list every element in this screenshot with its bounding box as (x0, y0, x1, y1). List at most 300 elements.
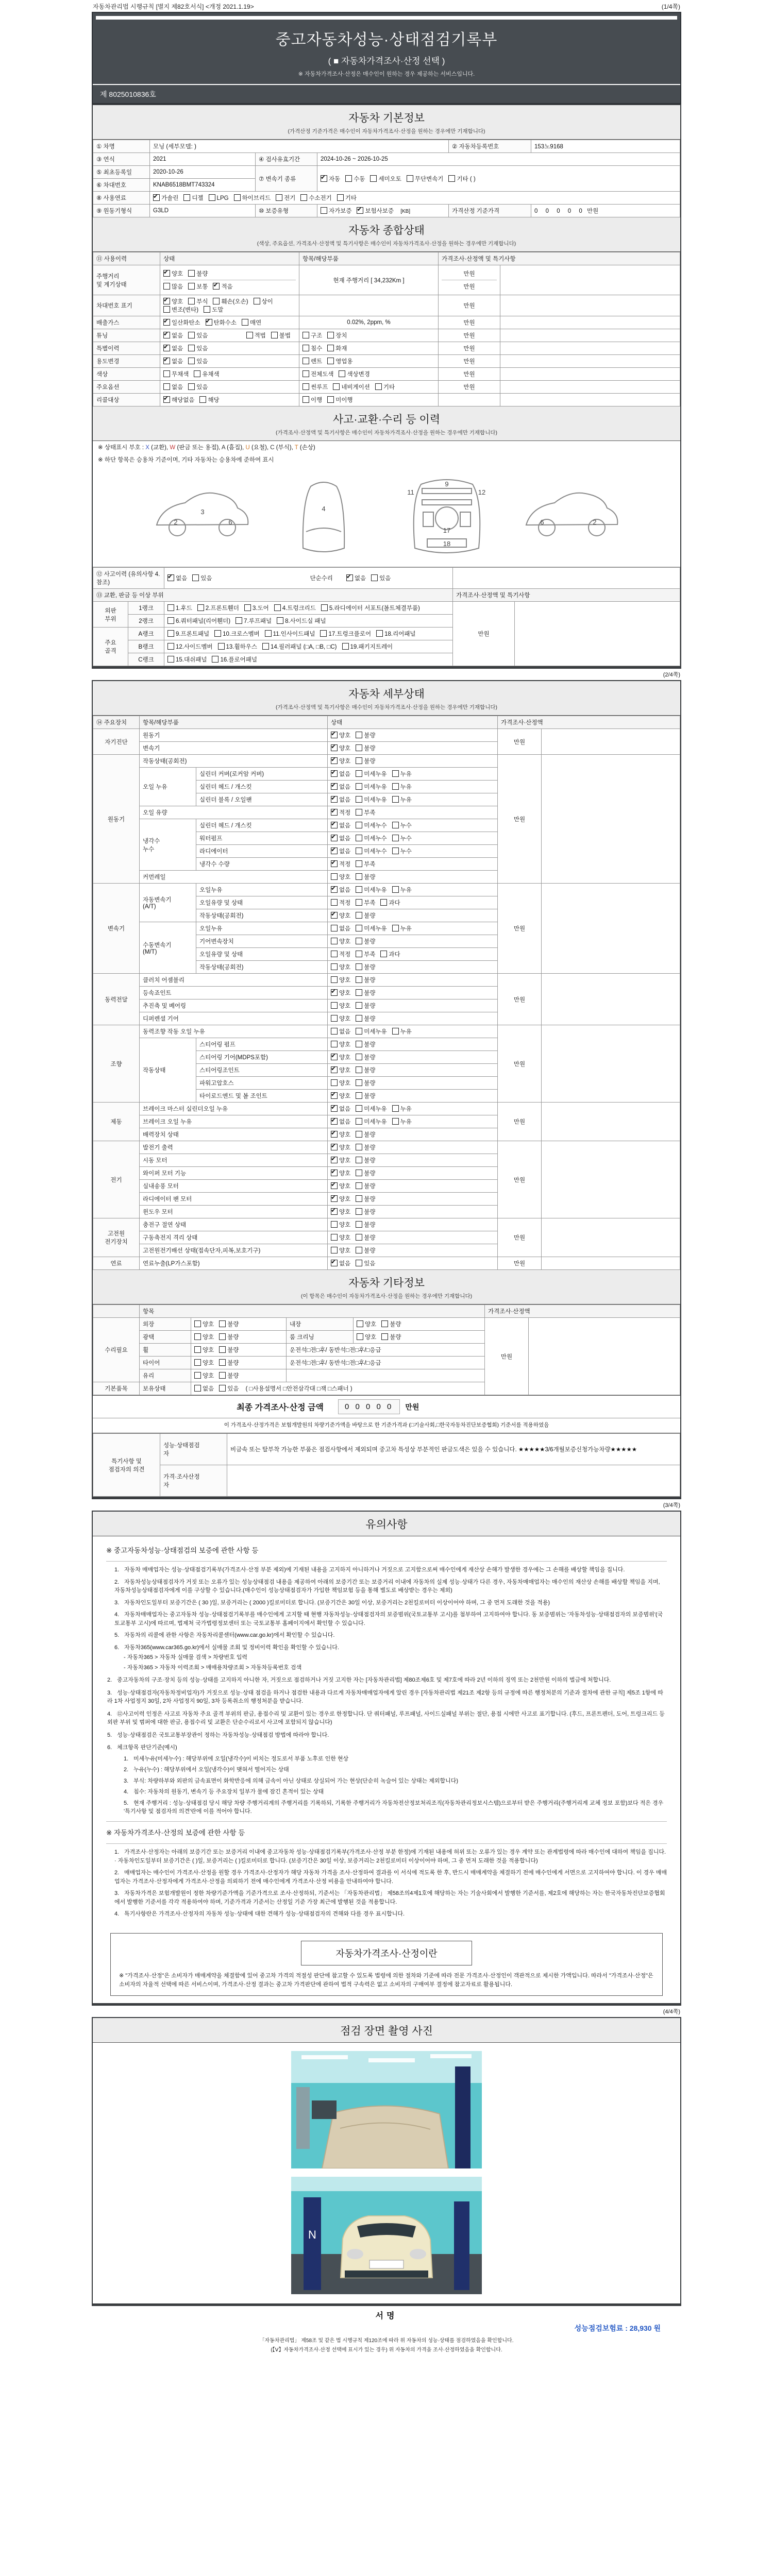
checkbox-option[interactable] (163, 282, 183, 291)
checkbox-option[interactable] (356, 976, 375, 984)
checkbox-option[interactable] (356, 1208, 375, 1216)
checkbox-option[interactable] (163, 297, 183, 306)
checkbox[interactable] (219, 1320, 226, 1327)
checkbox-option[interactable] (331, 1040, 350, 1048)
checkbox-option[interactable] (346, 574, 366, 582)
checkbox[interactable] (331, 1002, 338, 1009)
checkbox[interactable] (213, 298, 220, 304)
checkbox-option[interactable] (356, 1143, 375, 1151)
checkbox-option[interactable] (356, 1002, 375, 1010)
checkbox[interactable] (356, 1195, 362, 1202)
checkbox[interactable] (331, 1234, 338, 1241)
checkbox-option[interactable] (194, 1384, 214, 1393)
checkbox[interactable] (356, 770, 362, 777)
checkbox-option[interactable] (321, 207, 351, 215)
checkbox[interactable] (213, 283, 220, 290)
checkbox-option[interactable] (356, 1156, 375, 1164)
checkbox[interactable] (331, 899, 338, 906)
checkbox[interactable] (356, 860, 362, 867)
checkbox[interactable] (371, 574, 378, 581)
checkbox-option[interactable] (163, 383, 183, 391)
checkbox-option[interactable] (356, 1259, 375, 1267)
checkbox[interactable] (356, 1066, 362, 1073)
checkbox-option[interactable] (392, 847, 412, 855)
checkbox[interactable] (331, 1079, 338, 1086)
checkbox[interactable] (236, 617, 242, 624)
checkbox-option[interactable] (331, 821, 350, 829)
checkbox[interactable] (194, 1320, 201, 1327)
checkbox[interactable] (321, 175, 327, 182)
checkbox-option[interactable] (331, 963, 350, 971)
checkbox-option[interactable] (219, 1346, 239, 1354)
checkbox-option[interactable] (303, 344, 322, 352)
checkbox-option[interactable] (234, 194, 271, 202)
checkbox-option[interactable] (321, 604, 420, 612)
checkbox[interactable] (188, 358, 195, 364)
checkbox[interactable] (188, 332, 195, 338)
checkbox[interactable] (357, 207, 363, 214)
checkbox[interactable] (331, 835, 338, 841)
checkbox[interactable] (167, 656, 174, 663)
checkbox-option[interactable] (153, 194, 178, 202)
checkbox[interactable] (370, 175, 377, 182)
checkbox[interactable] (356, 1041, 362, 1047)
checkbox-option[interactable] (212, 655, 257, 664)
checkbox-option[interactable] (331, 847, 350, 855)
checkbox-option[interactable] (206, 318, 237, 327)
checkbox[interactable] (356, 963, 362, 970)
checkbox[interactable] (356, 976, 362, 983)
checkbox[interactable] (331, 1170, 338, 1176)
checkbox-option[interactable] (254, 297, 273, 306)
checkbox[interactable] (218, 643, 225, 650)
checkbox[interactable] (219, 1385, 226, 1392)
checkbox[interactable] (356, 1105, 362, 1112)
checkbox[interactable] (163, 358, 170, 364)
checkbox-option[interactable] (392, 924, 412, 933)
checkbox[interactable] (376, 630, 383, 637)
checkbox-option[interactable] (188, 297, 208, 306)
checkbox-option[interactable] (303, 383, 328, 391)
checkbox-option[interactable] (327, 396, 352, 404)
checkbox[interactable] (331, 744, 338, 751)
checkbox[interactable] (303, 345, 309, 351)
checkbox[interactable] (331, 1028, 338, 1035)
checkbox-option[interactable] (163, 396, 194, 404)
checkbox-option[interactable] (356, 873, 375, 881)
checkbox[interactable] (242, 319, 248, 326)
checkbox-option[interactable] (219, 1359, 239, 1367)
checkbox[interactable] (331, 1247, 338, 1253)
checkbox[interactable] (331, 1092, 338, 1099)
checkbox-option[interactable] (214, 630, 260, 638)
checkbox[interactable] (331, 1182, 338, 1189)
checkbox[interactable] (356, 989, 362, 996)
checkbox-option[interactable] (277, 617, 326, 625)
checkbox[interactable] (381, 1333, 388, 1340)
checkbox[interactable] (331, 757, 338, 764)
checkbox[interactable] (204, 306, 210, 313)
checkbox-option[interactable] (331, 1079, 350, 1087)
checkbox-option[interactable] (331, 911, 350, 920)
checkbox[interactable] (356, 1157, 362, 1163)
checkbox[interactable] (356, 757, 362, 764)
checkbox-option[interactable] (356, 847, 386, 855)
checkbox-option[interactable] (242, 318, 261, 327)
checkbox-option[interactable] (356, 808, 375, 817)
checkbox[interactable] (274, 604, 281, 611)
checkbox-option[interactable] (188, 331, 208, 340)
checkbox-option[interactable] (167, 574, 187, 582)
checkbox[interactable] (194, 1359, 201, 1366)
checkbox-option[interactable] (194, 1359, 214, 1367)
checkbox[interactable] (331, 963, 338, 970)
checkbox-option[interactable] (197, 604, 239, 612)
checkbox[interactable] (331, 848, 338, 854)
checkbox-option[interactable] (194, 1320, 214, 1328)
checkbox-option[interactable] (271, 331, 291, 340)
checkbox-option[interactable] (342, 642, 393, 651)
checkbox-option[interactable] (167, 630, 209, 638)
checkbox-option[interactable] (345, 175, 365, 183)
checkbox[interactable] (375, 383, 382, 390)
checkbox[interactable] (188, 283, 195, 290)
checkbox[interactable] (163, 396, 170, 403)
checkbox[interactable] (188, 383, 195, 390)
checkbox-option[interactable] (331, 860, 350, 868)
checkbox-option[interactable] (356, 937, 375, 945)
checkbox[interactable] (356, 1092, 362, 1099)
checkbox[interactable] (219, 1359, 226, 1366)
checkbox-option[interactable] (194, 370, 219, 378)
checkbox-option[interactable] (163, 357, 183, 365)
checkbox-option[interactable] (375, 383, 395, 391)
checkbox[interactable] (356, 1221, 362, 1228)
checkbox-option[interactable] (356, 950, 375, 958)
checkbox-option[interactable] (356, 783, 386, 791)
checkbox[interactable] (356, 925, 362, 931)
checkbox[interactable] (356, 938, 362, 944)
checkbox-option[interactable] (192, 574, 212, 582)
checkbox[interactable] (331, 1260, 338, 1266)
checkbox[interactable] (356, 1002, 362, 1009)
checkbox-option[interactable] (274, 604, 316, 612)
checkbox[interactable] (331, 873, 338, 880)
checkbox[interactable] (246, 332, 253, 338)
checkbox-option[interactable] (392, 795, 412, 804)
checkbox[interactable] (331, 1131, 338, 1138)
checkbox[interactable] (331, 1118, 338, 1125)
checkbox-option[interactable] (356, 1169, 375, 1177)
checkbox[interactable] (331, 1195, 338, 1202)
checkbox[interactable] (303, 332, 309, 338)
checkbox[interactable] (356, 744, 362, 751)
checkbox[interactable] (271, 332, 278, 338)
checkbox-option[interactable] (356, 1221, 375, 1229)
checkbox-option[interactable] (356, 757, 375, 765)
checkbox-option[interactable] (188, 282, 208, 291)
checkbox-option[interactable] (219, 1384, 239, 1393)
checkbox-option[interactable] (331, 1002, 350, 1010)
checkbox-option[interactable] (219, 1333, 239, 1341)
checkbox[interactable] (356, 951, 362, 957)
checkbox[interactable] (356, 822, 362, 828)
checkbox[interactable] (300, 194, 307, 201)
checkbox-option[interactable] (331, 770, 350, 778)
checkbox-option[interactable] (321, 175, 340, 183)
checkbox[interactable] (381, 1320, 388, 1327)
checkbox[interactable] (392, 796, 399, 803)
checkbox[interactable] (219, 1346, 226, 1353)
checkbox[interactable] (327, 345, 334, 351)
checkbox-option[interactable] (327, 357, 352, 365)
checkbox[interactable] (356, 1208, 362, 1215)
checkbox[interactable] (212, 656, 219, 663)
checkbox-option[interactable] (331, 1156, 350, 1164)
checkbox-option[interactable] (167, 604, 192, 612)
checkbox[interactable] (356, 1131, 362, 1138)
checkbox[interactable] (331, 886, 338, 893)
checkbox-option[interactable] (331, 1105, 350, 1113)
checkbox-option[interactable] (331, 744, 350, 752)
checkbox-option[interactable] (213, 282, 232, 291)
checkbox-option[interactable] (244, 604, 269, 612)
checkbox-option[interactable] (219, 1320, 239, 1328)
checkbox-option[interactable] (356, 963, 375, 971)
checkbox[interactable] (206, 319, 212, 326)
checkbox-option[interactable] (331, 1027, 350, 1036)
checkbox-option[interactable] (331, 1182, 350, 1190)
checkbox-option[interactable] (331, 1130, 350, 1139)
checkbox[interactable] (392, 848, 399, 854)
checkbox[interactable] (167, 604, 174, 611)
checkbox[interactable] (331, 1066, 338, 1073)
checkbox-option[interactable] (327, 344, 347, 352)
checkbox[interactable] (163, 306, 170, 313)
checkbox[interactable] (320, 630, 327, 637)
checkbox-option[interactable] (357, 207, 394, 215)
checkbox-option[interactable] (356, 1040, 375, 1048)
checkbox-option[interactable] (331, 1195, 350, 1203)
checkbox-option[interactable] (194, 1346, 214, 1354)
checkbox-option[interactable] (380, 950, 400, 958)
checkbox[interactable] (331, 976, 338, 983)
checkbox-option[interactable] (331, 1143, 350, 1151)
checkbox[interactable] (194, 1333, 201, 1340)
checkbox-option[interactable] (392, 821, 412, 829)
checkbox-option[interactable] (392, 783, 412, 791)
checkbox-option[interactable] (163, 306, 198, 314)
checkbox-option[interactable] (381, 1333, 401, 1341)
checkbox-option[interactable] (392, 1105, 412, 1113)
checkbox[interactable] (392, 886, 399, 893)
checkbox-option[interactable] (331, 731, 350, 739)
checkbox[interactable] (356, 1118, 362, 1125)
checkbox-option[interactable] (331, 899, 350, 907)
checkbox[interactable] (192, 574, 199, 581)
checkbox[interactable] (407, 175, 413, 182)
checkbox-option[interactable] (370, 175, 401, 183)
checkbox[interactable] (356, 1260, 362, 1266)
checkbox-option[interactable] (331, 976, 350, 984)
checkbox[interactable] (357, 1333, 363, 1340)
checkbox[interactable] (163, 283, 170, 290)
checkbox[interactable] (356, 783, 362, 790)
checkbox-option[interactable] (303, 396, 322, 404)
checkbox-option[interactable] (213, 297, 248, 306)
checkbox-option[interactable] (188, 344, 208, 352)
checkbox[interactable] (188, 345, 195, 351)
checkbox-option[interactable] (276, 194, 295, 202)
checkbox[interactable] (356, 899, 362, 906)
checkbox[interactable] (345, 175, 352, 182)
checkbox[interactable] (331, 1221, 338, 1228)
checkbox[interactable] (392, 1105, 399, 1112)
checkbox-option[interactable] (392, 1117, 412, 1126)
checkbox[interactable] (331, 1015, 338, 1022)
checkbox-option[interactable] (356, 1182, 375, 1190)
checkbox-option[interactable] (356, 821, 386, 829)
checkbox-option[interactable] (163, 318, 200, 327)
checkbox-option[interactable] (331, 808, 350, 817)
checkbox-option[interactable] (236, 617, 272, 625)
checkbox-option[interactable] (331, 886, 350, 894)
checkbox[interactable] (209, 194, 215, 201)
checkbox-option[interactable] (356, 1092, 375, 1100)
checkbox[interactable] (331, 783, 338, 790)
checkbox-option[interactable] (331, 1221, 350, 1229)
checkbox[interactable] (197, 604, 204, 611)
checkbox[interactable] (356, 732, 362, 738)
checkbox-option[interactable] (331, 1233, 350, 1242)
checkbox[interactable] (254, 298, 260, 304)
checkbox[interactable] (167, 643, 174, 650)
checkbox-option[interactable] (204, 306, 223, 314)
checkbox[interactable] (333, 383, 340, 390)
checkbox[interactable] (392, 925, 399, 931)
checkbox-option[interactable] (167, 642, 213, 651)
checkbox-option[interactable] (356, 834, 386, 842)
checkbox[interactable] (321, 604, 328, 611)
checkbox-option[interactable] (194, 1333, 214, 1341)
checkbox-option[interactable] (265, 630, 315, 638)
checkbox[interactable] (357, 1320, 363, 1327)
checkbox-option[interactable] (407, 175, 444, 183)
checkbox-option[interactable] (331, 1246, 350, 1255)
checkbox-option[interactable] (303, 370, 333, 378)
checkbox-option[interactable] (356, 731, 375, 739)
checkbox[interactable] (167, 630, 174, 637)
checkbox-option[interactable] (262, 642, 337, 651)
checkbox-option[interactable] (380, 899, 400, 907)
checkbox-option[interactable] (356, 911, 375, 920)
checkbox[interactable] (356, 796, 362, 803)
checkbox[interactable] (356, 1015, 362, 1022)
checkbox[interactable] (380, 899, 387, 906)
checkbox[interactable] (163, 345, 170, 351)
checkbox[interactable] (392, 835, 399, 841)
checkbox[interactable] (331, 1105, 338, 1112)
checkbox[interactable] (346, 574, 353, 581)
checkbox-option[interactable] (448, 175, 475, 183)
checkbox[interactable] (331, 1054, 338, 1060)
checkbox-option[interactable] (356, 1079, 375, 1087)
checkbox-option[interactable] (331, 873, 350, 881)
checkbox[interactable] (356, 1234, 362, 1241)
checkbox[interactable] (167, 574, 174, 581)
checkbox[interactable] (194, 1346, 201, 1353)
checkbox[interactable] (331, 860, 338, 867)
checkbox[interactable] (356, 873, 362, 880)
checkbox[interactable] (327, 396, 334, 403)
checkbox-option[interactable] (392, 1027, 412, 1036)
checkbox[interactable] (276, 194, 282, 201)
checkbox-option[interactable] (209, 194, 229, 201)
checkbox-option[interactable] (356, 1233, 375, 1242)
checkbox-option[interactable] (331, 1259, 350, 1267)
checkbox-option[interactable] (331, 757, 350, 765)
checkbox-option[interactable] (167, 617, 230, 625)
checkbox-option[interactable] (331, 1066, 350, 1074)
checkbox-option[interactable] (381, 1320, 401, 1328)
checkbox[interactable] (331, 732, 338, 738)
checkbox[interactable] (356, 1170, 362, 1176)
checkbox[interactable] (183, 194, 190, 201)
checkbox-option[interactable] (300, 194, 331, 202)
checkbox[interactable] (167, 617, 174, 624)
checkbox[interactable] (153, 194, 160, 201)
checkbox[interactable] (327, 358, 334, 364)
checkbox-option[interactable] (167, 655, 207, 664)
checkbox[interactable] (331, 1144, 338, 1150)
checkbox[interactable] (331, 925, 338, 931)
checkbox-option[interactable] (331, 1092, 350, 1100)
checkbox-option[interactable] (199, 396, 219, 404)
checkbox[interactable] (356, 886, 362, 893)
checkbox-option[interactable] (320, 630, 371, 638)
checkbox-option[interactable] (331, 989, 350, 997)
checkbox-option[interactable] (356, 795, 386, 804)
checkbox-option[interactable] (331, 1208, 350, 1216)
checkbox[interactable] (356, 809, 362, 816)
checkbox[interactable] (262, 643, 269, 650)
checkbox[interactable] (214, 630, 221, 637)
checkbox-option[interactable] (219, 1371, 239, 1380)
checkbox-option[interactable] (331, 795, 350, 804)
checkbox[interactable] (392, 1028, 399, 1035)
checkbox-option[interactable] (331, 924, 350, 933)
checkbox[interactable] (331, 938, 338, 944)
checkbox[interactable] (392, 822, 399, 828)
checkbox[interactable] (331, 1208, 338, 1215)
checkbox[interactable] (331, 822, 338, 828)
checkbox[interactable] (331, 770, 338, 777)
checkbox-option[interactable] (356, 1027, 386, 1036)
checkbox[interactable] (303, 358, 309, 364)
checkbox[interactable] (356, 1054, 362, 1060)
checkbox[interactable] (356, 848, 362, 854)
checkbox-option[interactable] (331, 1014, 350, 1023)
checkbox-option[interactable] (356, 1105, 386, 1113)
checkbox[interactable] (194, 1385, 201, 1392)
checkbox-option[interactable] (331, 937, 350, 945)
checkbox[interactable] (331, 912, 338, 919)
checkbox[interactable] (342, 643, 349, 650)
checkbox-option[interactable] (183, 194, 203, 202)
checkbox-option[interactable] (188, 383, 208, 391)
checkbox-option[interactable] (337, 194, 357, 202)
checkbox-option[interactable] (356, 1066, 375, 1074)
